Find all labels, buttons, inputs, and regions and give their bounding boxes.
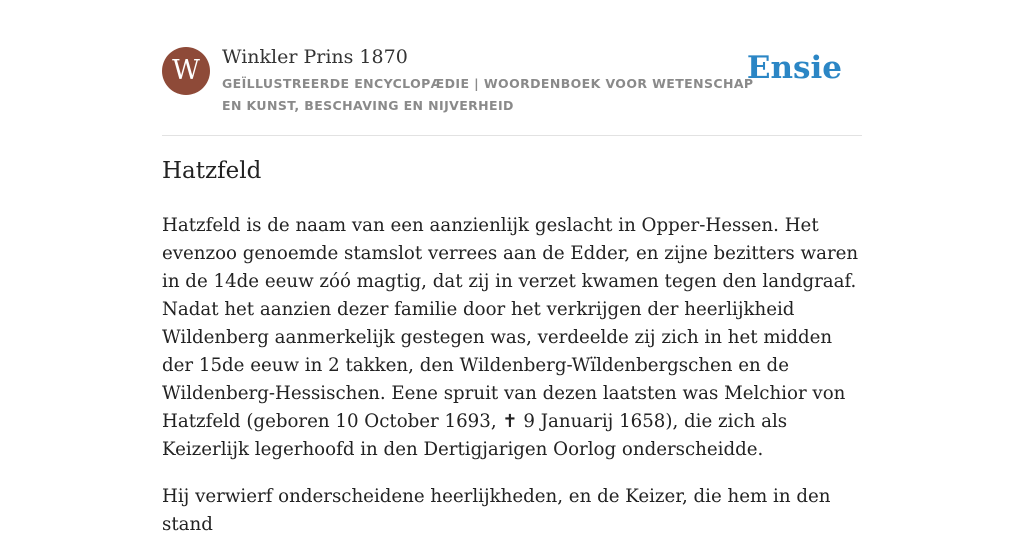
ensie-logo[interactable]: Ensie — [746, 50, 842, 86]
header-divider — [162, 135, 862, 136]
article-paragraph: Hij verwierf onderscheidene heerlijkheden, en de Keizer, die hem in den stand — [162, 486, 831, 535]
article-paragraph: Hatzfeld is de naam van een aanzienlijk geslacht in Opper-Hessen. Het evenzoo genoemde stamslot verrees aan de Edder, en zijne bezitters waren in de 14de eeuw zóó magtig, dat zij in verzet kwamen tegen den landgraaf. Nadat het aanzien dezer familie door het verkrijgen der heerlijkheid Wildenberg aanmerkelijk gestegen was, verdeelde zij zich in het midden der 15de eeuw in 2 takken, den Wildenberg-Wïldenbergschen en de Wildenberg-Hessischen. Eene spruit van dezen laatsten was Melchior von Hatzfeld (geboren 10 October 1693, ✝ 9 Januarij 1658), die zich als Keizerlijk legerhoofd in den Dertigjarigen Oorlog onderscheidde. — [162, 215, 859, 460]
source-title[interactable]: Winkler Prins 1870 — [222, 46, 408, 68]
header — [162, 44, 862, 124]
article-title: Hatzfeld — [162, 158, 262, 184]
source-avatar[interactable]: W — [162, 47, 210, 95]
source-subtitle: GEÏLLUSTREERDE ENCYCLOPÆDIE | WOORDENBOEK VOOR WETENSCHAP EN KUNST, BESCHAVING EN NIJVERHEID — [222, 76, 754, 113]
article-body — [162, 212, 862, 558]
